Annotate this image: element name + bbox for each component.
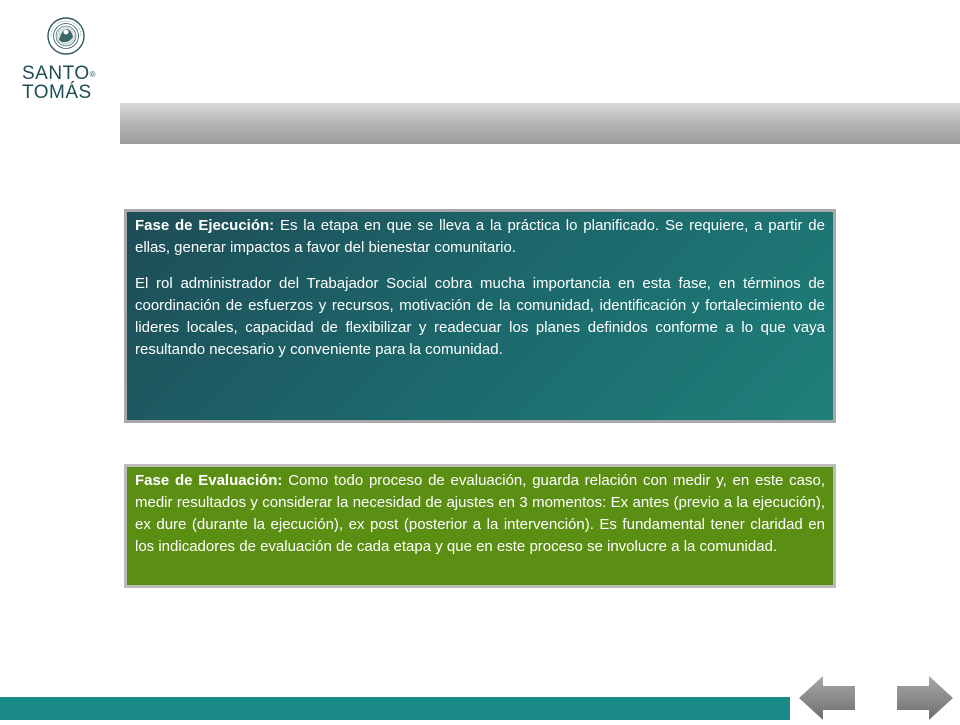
execution-text: Es la etapa en que se lleva a la práctica lo planificado. Se requiere, a partir de ellas, generar impactos a favor del bienestar comunitario. xyxy=(135,217,825,256)
header-bar xyxy=(120,103,960,144)
brand-line-1: SANTO xyxy=(22,63,90,84)
arrow-left-icon xyxy=(799,676,861,720)
brand-name xyxy=(22,64,118,102)
execution-paragraph-2: El rol administrador del Trabajador Social cobra mucha importancia en esta fase, en términos de coordinación de esfuerzos y recursos, motivación de la comunidad, identificación y fortalecimiento de lideres locales, capacidad de flexibilizar y readecuar los planes definidos conforme a lo que vaya resultando necesario y conveniente para la comunidad. xyxy=(135,275,825,358)
evaluation-paragraph xyxy=(135,470,825,558)
execution-paragraph-1 xyxy=(135,215,825,259)
execution-lead: Fase de Ejecución: xyxy=(135,217,275,234)
logo xyxy=(0,0,120,118)
evaluation-lead: Fase de Evaluación: xyxy=(135,472,283,489)
brand-line-2: TOMÁS xyxy=(22,82,92,103)
seal-icon xyxy=(47,17,85,55)
execution-phase-box xyxy=(124,209,836,423)
previous-slide-button[interactable] xyxy=(799,676,861,720)
footer-bar xyxy=(0,697,790,720)
trademark-symbol: ® xyxy=(89,70,97,79)
next-slide-button[interactable] xyxy=(893,676,955,720)
arrow-right-icon xyxy=(893,676,955,720)
evaluation-text: Como todo proceso de evaluación, guarda relación con medir y, en este caso, medir resultados y considerar la necesidad de ajustes en 3 momentos: Ex antes (previo a la ejecución), ex dure (durante la ejecución), ex post (posterior a la intervención). Es fundamental tener claridad en los indicadores de evaluación de cada etapa y que en este proceso se involucre a la comunidad. xyxy=(135,472,825,555)
evaluation-phase-box xyxy=(124,464,836,588)
